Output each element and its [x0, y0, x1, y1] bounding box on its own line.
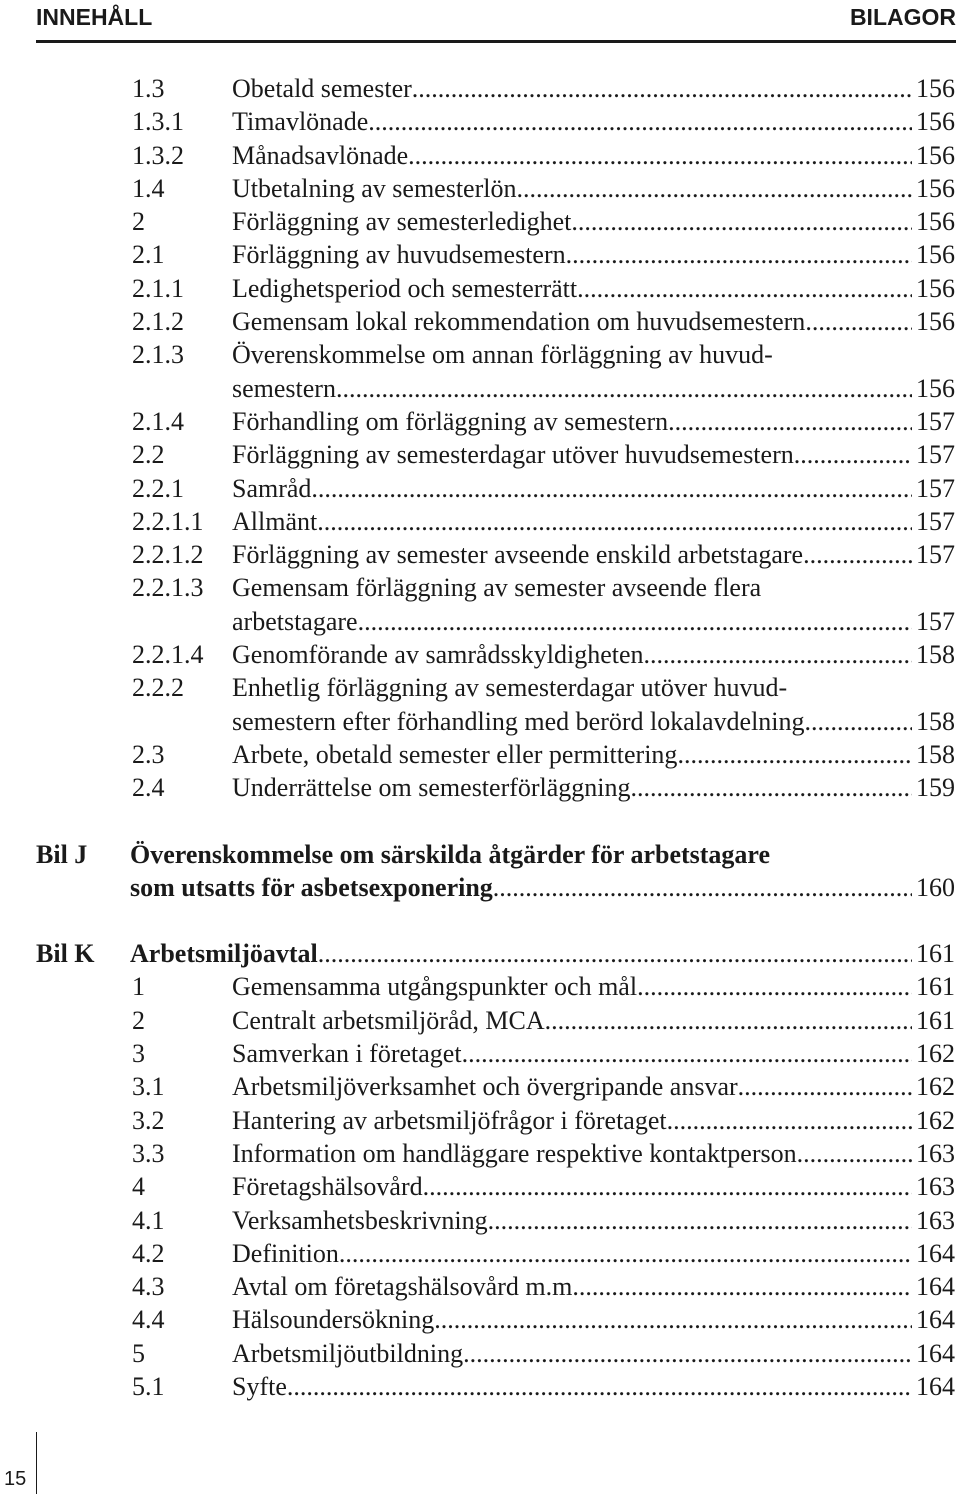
toc-dot-leader: [566, 238, 912, 271]
toc-appendix-entry[interactable]: [0, 838, 960, 871]
toc-dot-leader: [368, 105, 912, 138]
toc-entry-page: 157: [916, 473, 955, 503]
toc-entry[interactable]: [0, 771, 960, 804]
toc-entry[interactable]: [0, 72, 960, 105]
toc-entry-title: Centralt arbetsmiljöråd, MCA: [232, 1005, 545, 1035]
toc-entry-title: arbetstagare: [232, 606, 358, 636]
toc-entry-line: [232, 1070, 955, 1103]
toc-entry[interactable]: [0, 1037, 960, 1070]
toc-dot-leader: [463, 1337, 912, 1370]
toc-entry[interactable]: [0, 405, 960, 438]
toc-entry-number: 1: [132, 972, 145, 1002]
toc-entry-number: 2.1.2: [132, 307, 184, 337]
toc-entry[interactable]: [0, 1104, 960, 1137]
toc-dot-leader: [631, 771, 912, 804]
toc-entry-title: Enhetlig förläggning av semesterdagar utöver huvud-: [232, 673, 788, 703]
toc-entry-number: 2.1: [132, 240, 165, 270]
toc-entry-number: 2.2: [132, 440, 165, 470]
toc-entry-line: [232, 638, 955, 671]
toc-entry-title: Samråd: [232, 473, 312, 503]
toc-entry-page: 163: [916, 1172, 955, 1202]
toc-entry-line: [232, 405, 955, 438]
toc-dot-leader: [770, 838, 951, 871]
toc-entry-line: [232, 305, 955, 338]
toc-entry-line: [232, 105, 955, 138]
toc-entry[interactable]: [0, 571, 960, 604]
toc-entry-number: 5.1: [132, 1371, 165, 1401]
toc-entry-page: 156: [916, 240, 955, 270]
toc-dot-leader: [423, 1170, 912, 1203]
toc-entry-line: [232, 1270, 955, 1303]
toc-entry[interactable]: [0, 638, 960, 671]
toc-entry-number: 4.4: [132, 1305, 165, 1335]
toc-entry-number: 2.2.2: [132, 673, 184, 703]
margin-rule: [36, 1432, 37, 1494]
toc-entry[interactable]: [0, 205, 960, 238]
toc-entry[interactable]: [0, 305, 960, 338]
toc-entry-page: [951, 838, 955, 871]
toc-entry-title: Hantering av arbetsmiljöfrågor i företaget: [232, 1105, 667, 1135]
toc-dot-leader: [434, 1303, 912, 1336]
toc-entry[interactable]: [0, 372, 960, 405]
toc-entry-number: 4: [132, 1172, 145, 1202]
toc-entry-title: Avtal om företagshälsovård m.m.: [232, 1272, 579, 1302]
toc-entry-number: 4.3: [132, 1272, 165, 1302]
toc-entry-page: 159: [916, 773, 955, 803]
toc-entry-title: Företagshälsovård: [232, 1172, 423, 1202]
toc-entry[interactable]: [0, 671, 960, 704]
toc-entry-line: [232, 139, 955, 172]
toc-entry[interactable]: [0, 1370, 960, 1403]
toc-entry-number: 4.1: [132, 1205, 165, 1235]
toc-dot-leader: [579, 1270, 912, 1303]
toc-entry-page: 156: [916, 107, 955, 137]
toc-dot-leader: [644, 638, 912, 671]
toc-entry-title: Överenskommelse om särskilda åtgärder för arbetstagare: [130, 839, 771, 869]
toc-entry-page: 161: [916, 1005, 955, 1035]
toc-entry-number: 3.1: [132, 1072, 165, 1102]
toc-entry-page: 156: [916, 173, 955, 203]
toc-entry-page: 158: [916, 706, 955, 736]
toc-entry-number: 2.1.4: [132, 406, 184, 436]
toc-entry-title: Verksamhetsbeskrivning: [232, 1205, 488, 1235]
toc-entry-page: 161: [916, 939, 955, 969]
toc-entry-page: 162: [916, 1105, 955, 1135]
toc-entry-page: 164: [916, 1338, 955, 1368]
toc-dot-leader: [412, 72, 912, 105]
toc-entry[interactable]: [0, 472, 960, 505]
toc-entry-page: 157: [916, 506, 955, 536]
toc-entry[interactable]: [0, 1237, 960, 1270]
toc-entry[interactable]: [0, 1070, 960, 1103]
toc-entry-title: Genomförande av samrådsskyldigheten: [232, 640, 644, 670]
toc-spacer: [0, 805, 960, 838]
toc-dot-leader: [677, 738, 912, 771]
toc-entry-number: 2.2.1.4: [132, 640, 204, 670]
toc-entry-title: semestern: [232, 373, 336, 403]
toc-entry-page: 157: [916, 406, 955, 436]
toc-entry-title: Arbetsmiljöverksamhet och övergripande ansvar: [232, 1072, 738, 1102]
toc-dot-leader: [787, 671, 951, 704]
toc-entry-title: Underrättelse om semesterförläggning: [232, 773, 631, 803]
toc-entry-page: [951, 671, 955, 704]
toc-entry-title: Hälsoundersökning: [232, 1305, 435, 1335]
toc-entry-page: [951, 571, 955, 604]
toc-entry-line: [232, 205, 955, 238]
toc-entry[interactable]: [0, 238, 960, 271]
toc-entry-number: 3: [132, 1039, 145, 1069]
toc-entry[interactable]: [0, 139, 960, 172]
toc-entry-number: 2.2.1.2: [132, 540, 204, 570]
toc-dot-leader: [803, 538, 912, 571]
toc-entry[interactable]: [0, 605, 960, 638]
toc-entry-number: 1.4: [132, 173, 165, 203]
toc-entry-title: Arbete, obetald semester eller permittering: [232, 739, 678, 769]
toc-entry-line: [232, 1037, 955, 1070]
toc-dot-leader: [358, 605, 912, 638]
toc-dot-leader: [805, 705, 912, 738]
toc-entry-number: 2.2.1: [132, 473, 184, 503]
toc-dot-leader: [797, 1137, 912, 1170]
toc-entry-number: 1.3.1: [132, 107, 184, 137]
toc-entry[interactable]: [0, 1170, 960, 1203]
toc-dot-leader: [493, 871, 912, 904]
toc-entry-line: [232, 970, 955, 1003]
toc-entry-line: [232, 671, 955, 704]
toc-entry-line: [130, 871, 955, 904]
toc-entry-title: Samverkan i företaget: [232, 1039, 462, 1069]
toc-entry[interactable]: [0, 705, 960, 738]
toc-dot-leader: [761, 571, 951, 604]
toc-entry-line: [232, 172, 955, 205]
toc-entry-title: Definition: [232, 1238, 339, 1268]
toc-dot-leader: [317, 505, 912, 538]
toc-entry-page: 163: [916, 1138, 955, 1168]
toc-dot-leader: [545, 1004, 912, 1037]
toc-entry-line: [232, 338, 955, 371]
toc-entry-number: Bil K: [36, 939, 95, 969]
toc-dot-leader: [408, 139, 912, 172]
page-number: 15: [4, 1468, 27, 1490]
toc-entry-number: 4.2: [132, 1238, 165, 1268]
toc-dot-leader: [488, 1204, 912, 1237]
toc-entry-title: som utsatts för asbetsexponering: [130, 872, 493, 902]
toc-entry-page: 164: [916, 1305, 955, 1335]
toc-entry-line: [232, 771, 955, 804]
toc-entry-line: [232, 72, 955, 105]
toc-entry[interactable]: [0, 272, 960, 305]
toc-entry-title: Ledighetsperiod och semesterrätt: [232, 273, 578, 303]
toc-entry[interactable]: [0, 970, 960, 1003]
toc-entry[interactable]: [0, 1204, 960, 1237]
toc-entry-number: 2: [132, 1005, 145, 1035]
toc-entry-title: Allmänt: [232, 506, 318, 536]
toc-entry-line: [232, 505, 955, 538]
toc-dot-leader: [571, 205, 912, 238]
toc-entry-number: 2.2.1.1: [132, 506, 204, 536]
toc-dot-leader: [311, 472, 912, 505]
toc-entry-number: 5: [132, 1338, 145, 1368]
toc-entry[interactable]: [0, 172, 960, 205]
toc-entry-page: 164: [916, 1238, 955, 1268]
toc-entry-line: [232, 1237, 955, 1270]
toc-entry-page: 156: [916, 373, 955, 403]
toc-entry-number: 2.3: [132, 739, 165, 769]
toc-entry[interactable]: [0, 1004, 960, 1037]
toc-dot-leader: [318, 937, 912, 970]
toc-entry-title: semestern efter förhandling med berörd lokalavdelning: [232, 706, 805, 736]
toc-appendix-entry[interactable]: [0, 871, 960, 904]
header-section-title: INNEHÅLL: [36, 4, 153, 30]
toc-entry-page: 158: [916, 640, 955, 670]
toc-entry-title: Information om handläggare respektive kontaktperson: [232, 1138, 797, 1168]
toc-entry-page: 160: [916, 872, 955, 902]
toc-entry-title: Månadsavlönade: [232, 140, 409, 170]
toc-entry-number: 2: [132, 207, 145, 237]
toc-entry-page: [951, 338, 955, 371]
toc-entry-title: Förläggning av semesterdagar utöver huvudsemestern: [232, 440, 794, 470]
running-header: [36, 0, 956, 43]
toc-entry-page: 157: [916, 540, 955, 570]
toc-entry-line: [232, 738, 955, 771]
toc-entry[interactable]: [0, 438, 960, 471]
toc-entry-line: [130, 937, 955, 970]
toc-entry-line: [130, 838, 955, 871]
toc-entry-number: 3.3: [132, 1138, 165, 1168]
toc-entry-page: 156: [916, 140, 955, 170]
toc-entry-number: 2.4: [132, 773, 165, 803]
toc-entry-number: 2.1.3: [132, 340, 184, 370]
toc-entry-line: [232, 272, 955, 305]
toc-entry-title: Gemensam lokal rekommendation om huvudsemestern: [232, 307, 806, 337]
toc-entry-line: [232, 705, 955, 738]
toc-entry-line: [232, 472, 955, 505]
toc-entry-line: [232, 538, 955, 571]
toc-entry-line: [232, 372, 955, 405]
toc-entry-line: [232, 438, 955, 471]
toc-entry-line: [232, 1303, 955, 1336]
toc-dot-leader: [577, 272, 912, 305]
toc-entry[interactable]: [0, 538, 960, 571]
toc-appendix-entry[interactable]: [0, 937, 960, 970]
toc-spacer: [0, 904, 960, 937]
toc-entry-page: 158: [916, 739, 955, 769]
toc-entry-title: Gemensam förläggning av semester avseende flera: [232, 573, 762, 603]
toc-entry[interactable]: [0, 338, 960, 371]
toc-entry-number: 1.3.2: [132, 140, 184, 170]
toc-entry-line: [232, 605, 955, 638]
toc-entry-title: Gemensamma utgångspunkter och mål: [232, 972, 638, 1002]
toc-entry-page: 163: [916, 1205, 955, 1235]
toc-entry-line: [232, 238, 955, 271]
toc-entry-page: 162: [916, 1072, 955, 1102]
toc-dot-leader: [637, 970, 912, 1003]
toc-entry-title: Arbetsmiljöavtal: [130, 939, 318, 969]
toc-entry-title: Syfte: [232, 1371, 287, 1401]
toc-entry-line: [232, 571, 955, 604]
toc-entry[interactable]: [0, 1337, 960, 1370]
toc-entry[interactable]: [0, 1137, 960, 1170]
toc-entry-page: 164: [916, 1272, 955, 1302]
toc-entry-page: 164: [916, 1371, 955, 1401]
toc-entry-page: 161: [916, 972, 955, 1002]
toc-dot-leader: [287, 1370, 912, 1403]
toc-dot-leader: [738, 1070, 912, 1103]
toc-entry-title: Överenskommelse om annan förläggning av huvud-: [232, 340, 773, 370]
header-chapter-title: BILAGOR: [849, 4, 956, 30]
toc-entry-page: 156: [916, 207, 955, 237]
toc-dot-leader: [339, 1237, 912, 1270]
toc-dot-leader: [516, 172, 912, 205]
toc-entry-title: Förhandling om förläggning av semestern: [232, 406, 669, 436]
toc-entry-page: 157: [916, 606, 955, 636]
toc-dot-leader: [336, 372, 912, 405]
toc-entry[interactable]: [0, 1270, 960, 1303]
toc-entry-line: [232, 1004, 955, 1037]
toc-entry-number: 2.2.1.3: [132, 573, 204, 603]
toc-entry-number: 3.2: [132, 1105, 165, 1135]
toc-dot-leader: [668, 405, 912, 438]
toc-entry[interactable]: [0, 1303, 960, 1336]
toc-dot-leader: [805, 305, 912, 338]
toc-entry-page: 156: [916, 307, 955, 337]
toc-dot-leader: [667, 1104, 912, 1137]
toc-entry-page: 156: [916, 74, 955, 103]
toc-entry-title: Arbetsmiljöutbildning: [232, 1338, 464, 1368]
toc-entry-page: 157: [916, 440, 955, 470]
toc-dot-leader: [462, 1037, 912, 1070]
table-of-contents: [0, 72, 960, 1403]
toc-entry-title: Förläggning av huvudsemestern: [232, 240, 566, 270]
toc-entry-title: Utbetalning av semesterlön: [232, 173, 517, 203]
toc-entry-page: 156: [916, 273, 955, 303]
toc-entry-line: [232, 1370, 955, 1403]
toc-entry-title: Timavlönade: [232, 107, 369, 137]
toc-entry-line: [232, 1204, 955, 1237]
toc-dot-leader: [773, 338, 951, 371]
toc-entry-number: 1.3: [132, 74, 165, 103]
toc-entry-title: Förläggning av semesterledighet: [232, 207, 572, 237]
toc-entry[interactable]: [0, 105, 960, 138]
toc-entry-number: Bil J: [36, 839, 88, 869]
toc-entry[interactable]: [0, 505, 960, 538]
toc-entry-line: [232, 1104, 955, 1137]
toc-entry[interactable]: [0, 738, 960, 771]
toc-entry-number: 2.1.1: [132, 273, 184, 303]
toc-entry-line: [232, 1137, 955, 1170]
toc-entry-line: [232, 1337, 955, 1370]
toc-entry-title: Obetald semester: [232, 74, 412, 103]
toc-entry-line: [232, 1170, 955, 1203]
toc-entry-page: 162: [916, 1039, 955, 1069]
toc-dot-leader: [794, 438, 912, 471]
toc-entry-title: Förläggning av semester avseende enskild arbetstagare: [232, 540, 804, 570]
